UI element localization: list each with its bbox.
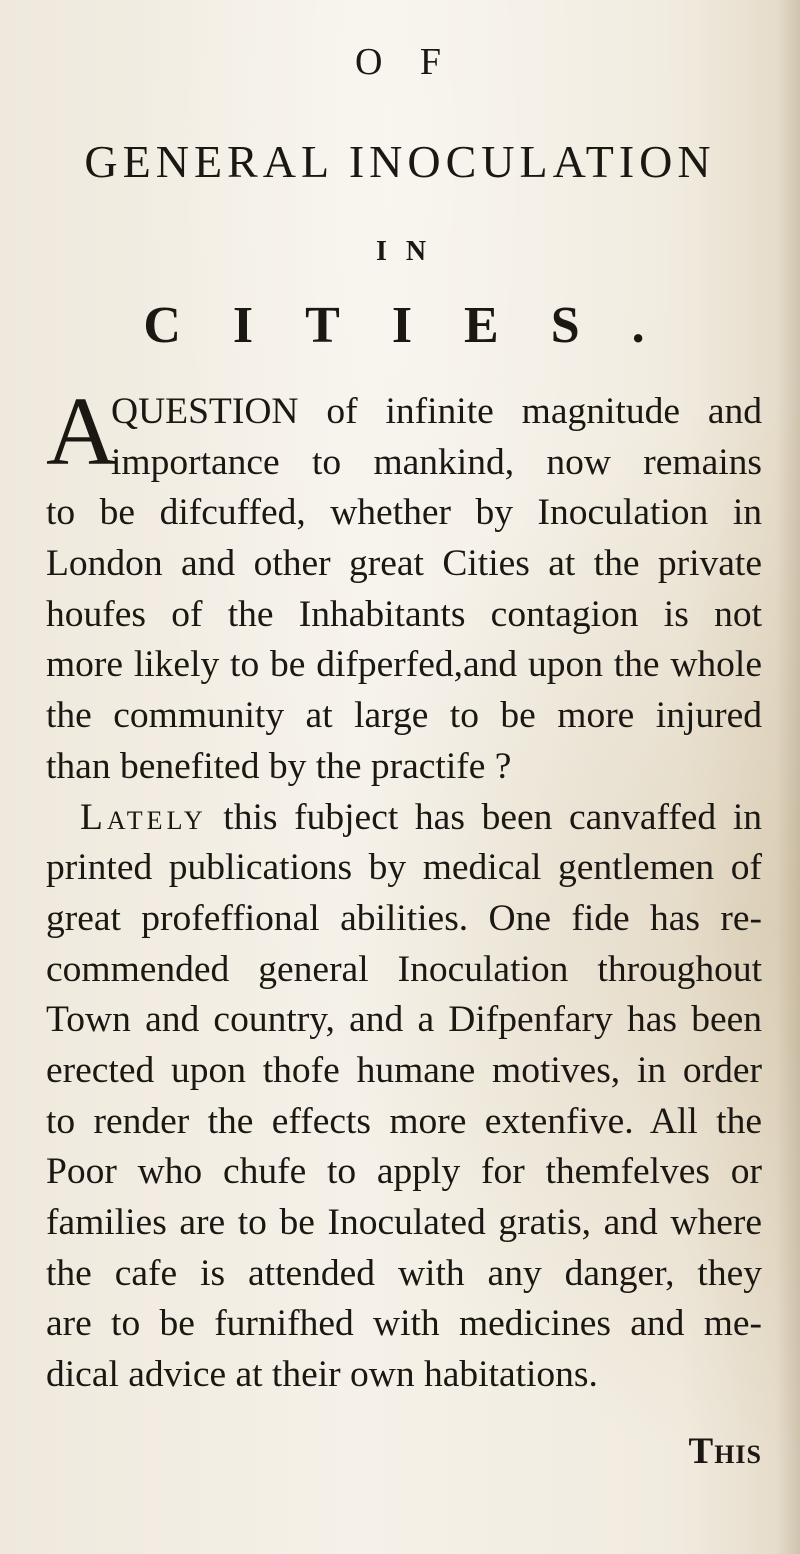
heading-cities: CITIES. [143,297,697,354]
paragraph-1-line: the community at large to be more injured [46,695,762,737]
body-text [46,378,762,1401]
paragraph-2-line: to render the effects more extenfive. All the [46,1100,762,1142]
paragraph-1-line: to be difcuffed, whether by Inoculation in [46,492,762,534]
heading-general-inoculation: GENERAL INOCULATION [84,136,716,187]
paragraph-2-line: Town and country, and a Difpenfary has been [46,999,762,1041]
catchword: This [688,1431,762,1472]
paragraph-1-line: more likely to be difperfed,and upon the whole [46,644,762,686]
paragraph-2-line: great profeffional abilities. One fide has re- [46,897,762,939]
paragraph-1-line: importance to mankind, now remains [111,441,762,483]
paragraph-1-line: London and other great Cities at the private [46,543,762,585]
lead-word: Lately [80,796,207,838]
paragraph-2-line: families are to be Inoculated gratis, and where [46,1202,762,1243]
paragraph-1-line: than benefited by the practife ? [46,745,512,787]
paragraph-2-line: the cafe is attended with any danger, they [46,1252,762,1294]
paragraph-1-line: houfes of the Inhabitants contagion is not [46,593,762,635]
paragraph-2-line: printed publications by medical gentlemen of [46,847,762,889]
heading-of: O F [354,41,456,83]
paragraph-2-line: Poor who chufe to apply for themfelves or [46,1151,762,1193]
drop-cap: A [46,378,117,486]
line-text: QUESTION of infinite magnitude and [111,391,762,432]
paragraph-2-line: commended general Inoculation throughout [46,948,762,990]
paragraph-2-line: erected upon thofe humane motives, in order [46,1049,762,1091]
line-text: this fubject has been canvaffed in [223,796,762,838]
page-edge-shadow [776,0,800,1554]
paragraph-2-line: are to be furnifhed with medicines and me- [46,1303,762,1345]
paragraph-2-line: dical advice at their own habitations. [46,1354,598,1396]
paragraph-2-line [46,793,762,844]
heading-in: I N [375,236,433,267]
